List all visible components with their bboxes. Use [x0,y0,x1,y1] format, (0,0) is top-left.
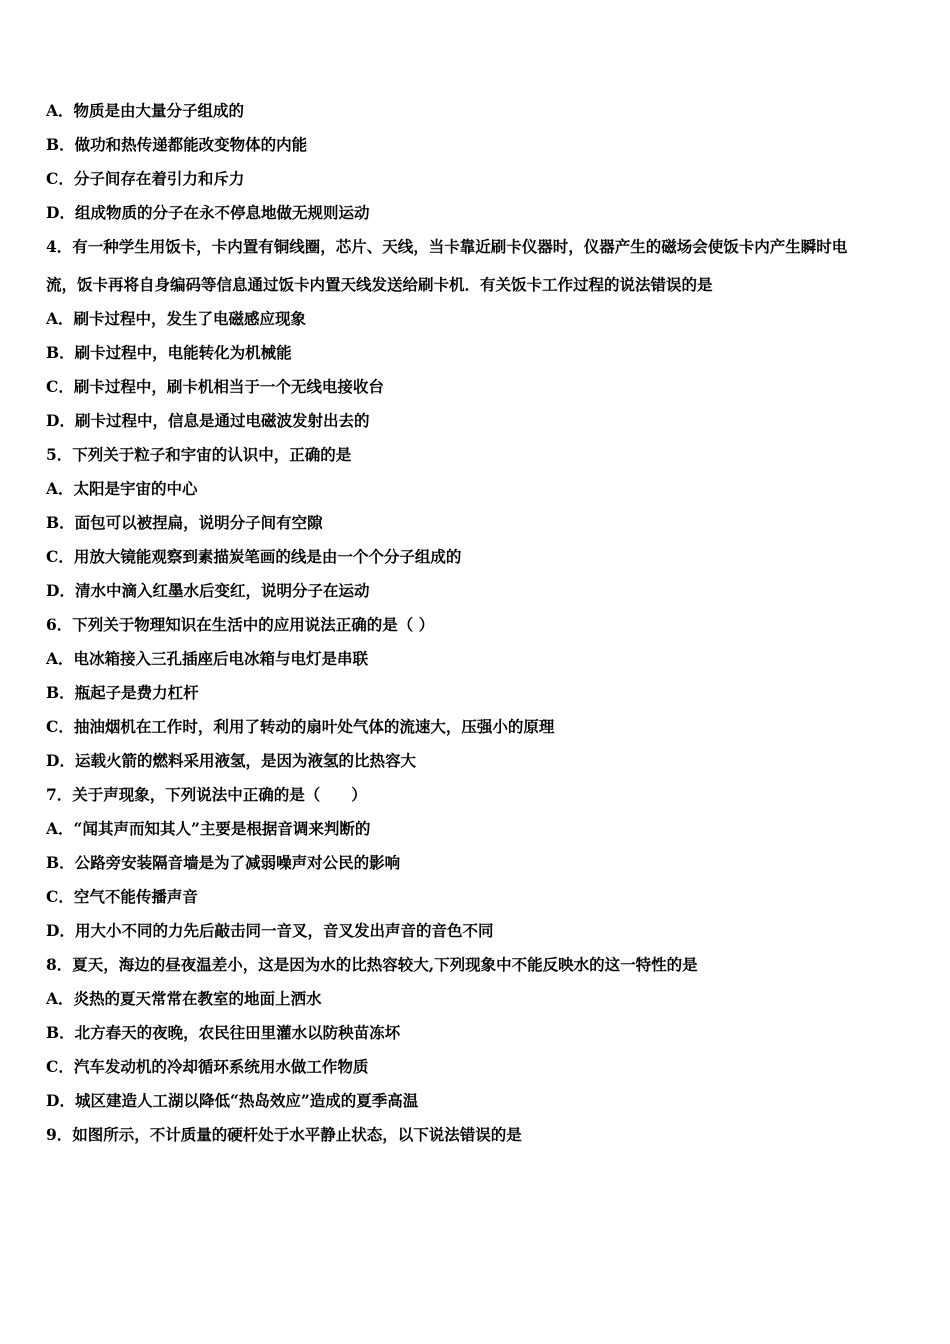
question-7: 7．关于声现象，下列说法中正确的是（ ） [46,785,367,804]
option-8a: A．炎热的夏天常常在教室的地面上洒水 [46,989,322,1008]
option-4d: D．刷卡过程中，信息是通过电磁波发射出去的 [46,411,370,430]
option-6a: A．电冰箱接入三孔插座后电冰箱与电灯是串联 [46,649,369,668]
option-5a: A．太阳是宇宙的中心 [46,479,198,498]
option-5c: C．用放大镜能观察到素描炭笔画的线是由一个个分子组成的 [46,547,462,566]
question-4-line-1: 4．有一种学生用饭卡，卡内置有铜线圈，芯片、天线，当卡靠近刷卡仪器时，仪器产生的磁场会使饭卡内产生瞬时电 [46,237,848,256]
question-6: 6．下列关于物理知识在生活中的应用说法正确的是（ ） [46,615,435,634]
option-7b: B．公路旁安装隔音墙是为了减弱噪声对公民的影响 [46,853,401,872]
option-6c: C．抽油烟机在工作时，利用了转动的扇叶处气体的流速大，压强小的原理 [46,717,555,736]
question-8: 8．夏天，海边的昼夜温差小，这是因为水的比热容较大,下列现象中不能反映水的这一特性的是 [46,955,698,974]
option-5b: B．面包可以被捏扁，说明分子间有空隙 [46,513,323,532]
option-3c: C．分子间存在着引力和斥力 [46,169,245,188]
option-4b: B．刷卡过程中，电能转化为机械能 [46,343,292,362]
option-6d: D．运载火箭的燃料采用液氢，是因为液氢的比热容大 [46,751,416,770]
question-9: 9．如图所示，不计质量的硬杆处于水平静止状态，以下说法错误的是 [46,1125,522,1144]
option-5d: D．清水中滴入红墨水后变红，说明分子在运动 [46,581,370,600]
question-4-line-2: 流，饭卡再将自身编码等信息通过饭卡内置天线发送给刷卡机．有关饭卡工作过程的说法错误的是 [46,275,713,294]
option-3d: D．组成物质的分子在永不停息地做无规则运动 [46,203,370,222]
option-8b: B．北方春天的夜晚，农民往田里灌水以防秧苗冻坏 [46,1023,401,1042]
option-3a: A．物质是由大量分子组成的 [46,101,245,120]
option-8d: D．城区建造人工湖以降低“热岛效应”造成的夏季高温 [46,1091,419,1110]
option-7d: D．用大小不同的力先后敲击同一音叉，音叉发出声音的音色不同 [46,921,494,940]
option-8c: C．汽车发动机的冷却循环系统用水做工作物质 [46,1057,369,1076]
option-3b: B．做功和热传递都能改变物体的内能 [46,135,308,154]
option-7c: C．空气不能传播声音 [46,887,198,906]
option-6b: B．瓶起子是费力杠杆 [46,683,199,702]
option-7a: A．“闻其声而知其人”主要是根据音调来判断的 [46,819,371,838]
option-4c: C．刷卡过程中，刷卡机相当于一个无线电接收台 [46,377,384,396]
option-4a: A．刷卡过程中，发生了电磁感应现象 [46,309,307,328]
question-5: 5．下列关于粒子和宇宙的认识中，正确的是 [46,445,352,464]
